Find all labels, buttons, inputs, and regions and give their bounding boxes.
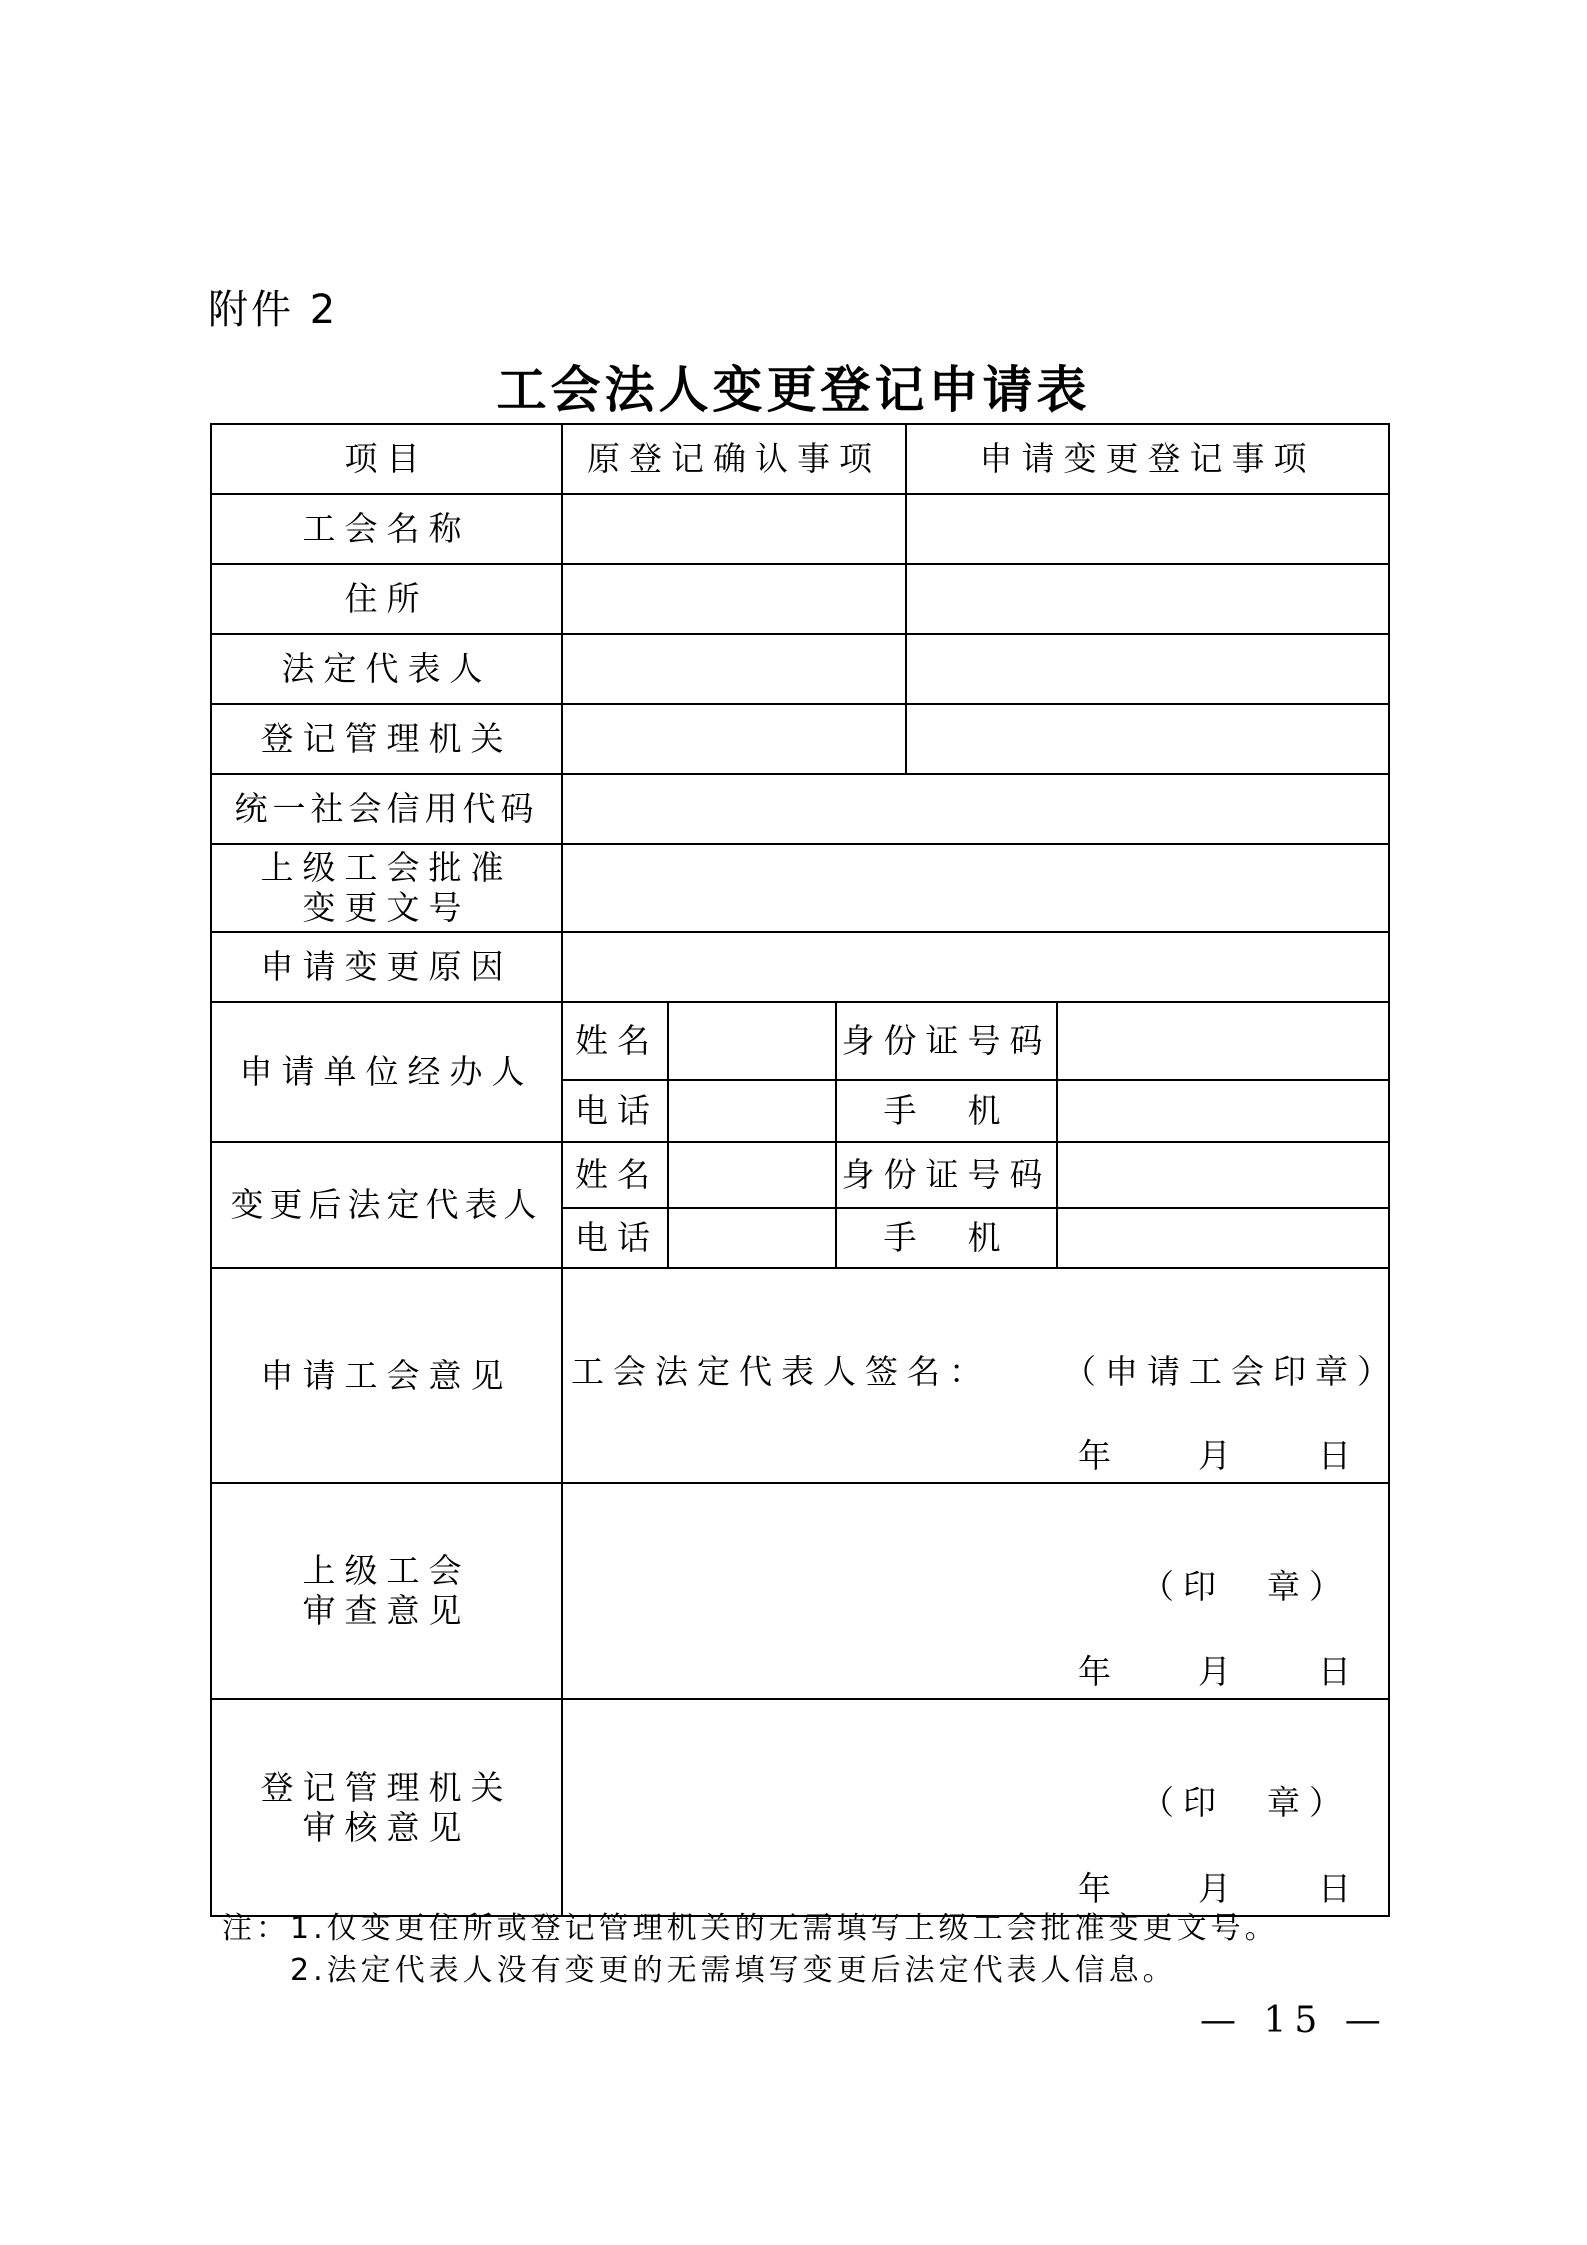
table-row xyxy=(211,634,1389,704)
label-approval-doc-line1: 上级工会批准 xyxy=(260,848,513,887)
form-title: 工会法人变更登记申请表 xyxy=(496,360,1091,419)
label-approval-doc xyxy=(211,844,562,932)
page-number: — 15 — xyxy=(1200,2000,1389,2041)
label-approval-doc-line2: 变更文号 xyxy=(302,888,471,927)
new-rep-phone-field[interactable] xyxy=(668,1208,836,1268)
legal-rep-original-field[interactable] xyxy=(562,634,906,704)
table-row xyxy=(211,1002,1389,1080)
notes xyxy=(222,1908,1279,1992)
agent-id-field[interactable] xyxy=(1057,1002,1389,1080)
change-registration-form xyxy=(210,423,1399,1917)
label-address: 住所 xyxy=(211,564,562,634)
table-row xyxy=(211,844,1389,932)
table-row xyxy=(211,494,1389,564)
authority-opinion-field[interactable] xyxy=(562,1699,1389,1916)
note-line-1: 注：1.仅变更住所或登记管理机关的无需填写上级工会批准变更文号。 xyxy=(222,1911,1279,1946)
date-day: 日 xyxy=(1318,1869,1360,1908)
date-year: 年 xyxy=(1078,1436,1120,1475)
label-authority-opinion-line1: 登记管理机关 xyxy=(260,1767,513,1807)
date-day: 日 xyxy=(1318,1436,1360,1475)
date-year: 年 xyxy=(1078,1869,1120,1908)
date-year: 年 xyxy=(1078,1652,1120,1691)
address-change-field[interactable] xyxy=(906,564,1389,634)
union-opinion-field[interactable] xyxy=(562,1268,1399,1483)
new-rep-name-field[interactable] xyxy=(668,1142,836,1208)
table-header-row xyxy=(211,424,1389,494)
label-superior-opinion-line2: 审查意见 xyxy=(302,1591,471,1630)
credit-code-field[interactable] xyxy=(562,774,1389,844)
legal-rep-change-field[interactable] xyxy=(906,634,1389,704)
table-row xyxy=(211,1483,1389,1699)
new-rep-name-label: 姓名 xyxy=(562,1142,668,1208)
label-superior-opinion xyxy=(211,1483,562,1699)
label-credit-code: 统一社会信用代码 xyxy=(211,774,562,844)
rep-signature-label: 工会法定代表人签名： xyxy=(571,1352,991,1391)
label-new-rep: 变更后法定代表人 xyxy=(211,1142,562,1268)
agent-phone-label: 电话 xyxy=(562,1080,668,1142)
new-rep-id-field[interactable] xyxy=(1057,1142,1389,1208)
new-rep-id-label: 身份证号码 xyxy=(836,1142,1057,1208)
address-original-field[interactable] xyxy=(562,564,906,634)
table-row xyxy=(211,932,1389,1002)
table-row xyxy=(211,1142,1389,1208)
attachment-label: 附件 2 xyxy=(208,287,339,333)
table-row xyxy=(211,704,1389,774)
change-reason-field[interactable] xyxy=(562,932,1389,1002)
agent-phone-field[interactable] xyxy=(668,1080,836,1142)
header-item: 项目 xyxy=(211,424,562,494)
date-month: 月 xyxy=(1198,1436,1240,1475)
label-union-opinion: 申请工会意见 xyxy=(211,1268,562,1483)
agent-name-field[interactable] xyxy=(668,1002,836,1080)
label-legal-rep: 法定代表人 xyxy=(211,634,562,704)
table-row xyxy=(211,564,1389,634)
note-line-2: 2.法定代表人没有变更的无需填写变更后法定代表人信息。 xyxy=(290,1953,1177,1988)
reg-authority-change-field[interactable] xyxy=(906,704,1389,774)
label-agent: 申请单位经办人 xyxy=(211,1002,562,1142)
table-row xyxy=(211,1268,1389,1483)
union-name-original-field[interactable] xyxy=(562,494,906,564)
new-rep-mobile-label: 手 机 xyxy=(836,1208,1057,1268)
seal-label: （印 章） xyxy=(1141,1783,1351,1822)
union-seal-label: （申请工会印章） xyxy=(1063,1352,1399,1391)
label-change-reason: 申请变更原因 xyxy=(211,932,562,1002)
new-rep-phone-label: 电话 xyxy=(562,1208,668,1268)
new-rep-mobile-field[interactable] xyxy=(1057,1208,1389,1268)
agent-name-label: 姓名 xyxy=(562,1002,668,1080)
reg-authority-original-field[interactable] xyxy=(562,704,906,774)
agent-mobile-label: 手 机 xyxy=(836,1080,1057,1142)
date-month: 月 xyxy=(1198,1652,1240,1691)
label-reg-authority: 登记管理机关 xyxy=(211,704,562,774)
agent-mobile-field[interactable] xyxy=(1057,1080,1389,1142)
label-authority-opinion-line2: 审核意见 xyxy=(302,1807,471,1847)
header-change: 申请变更登记事项 xyxy=(906,424,1389,494)
table-row xyxy=(211,774,1389,844)
label-union-name: 工会名称 xyxy=(211,494,562,564)
union-name-change-field[interactable] xyxy=(906,494,1389,564)
date-month: 月 xyxy=(1198,1869,1240,1908)
agent-id-label: 身份证号码 xyxy=(836,1002,1057,1080)
date-day: 日 xyxy=(1318,1652,1360,1691)
header-original: 原登记确认事项 xyxy=(562,424,906,494)
approval-doc-field[interactable] xyxy=(562,844,1389,932)
table-row xyxy=(211,1699,1389,1916)
seal-label: （印 章） xyxy=(1141,1567,1351,1606)
label-superior-opinion-line1: 上级工会 xyxy=(302,1551,471,1590)
superior-opinion-field[interactable] xyxy=(562,1483,1389,1699)
label-authority-opinion xyxy=(211,1699,562,1916)
